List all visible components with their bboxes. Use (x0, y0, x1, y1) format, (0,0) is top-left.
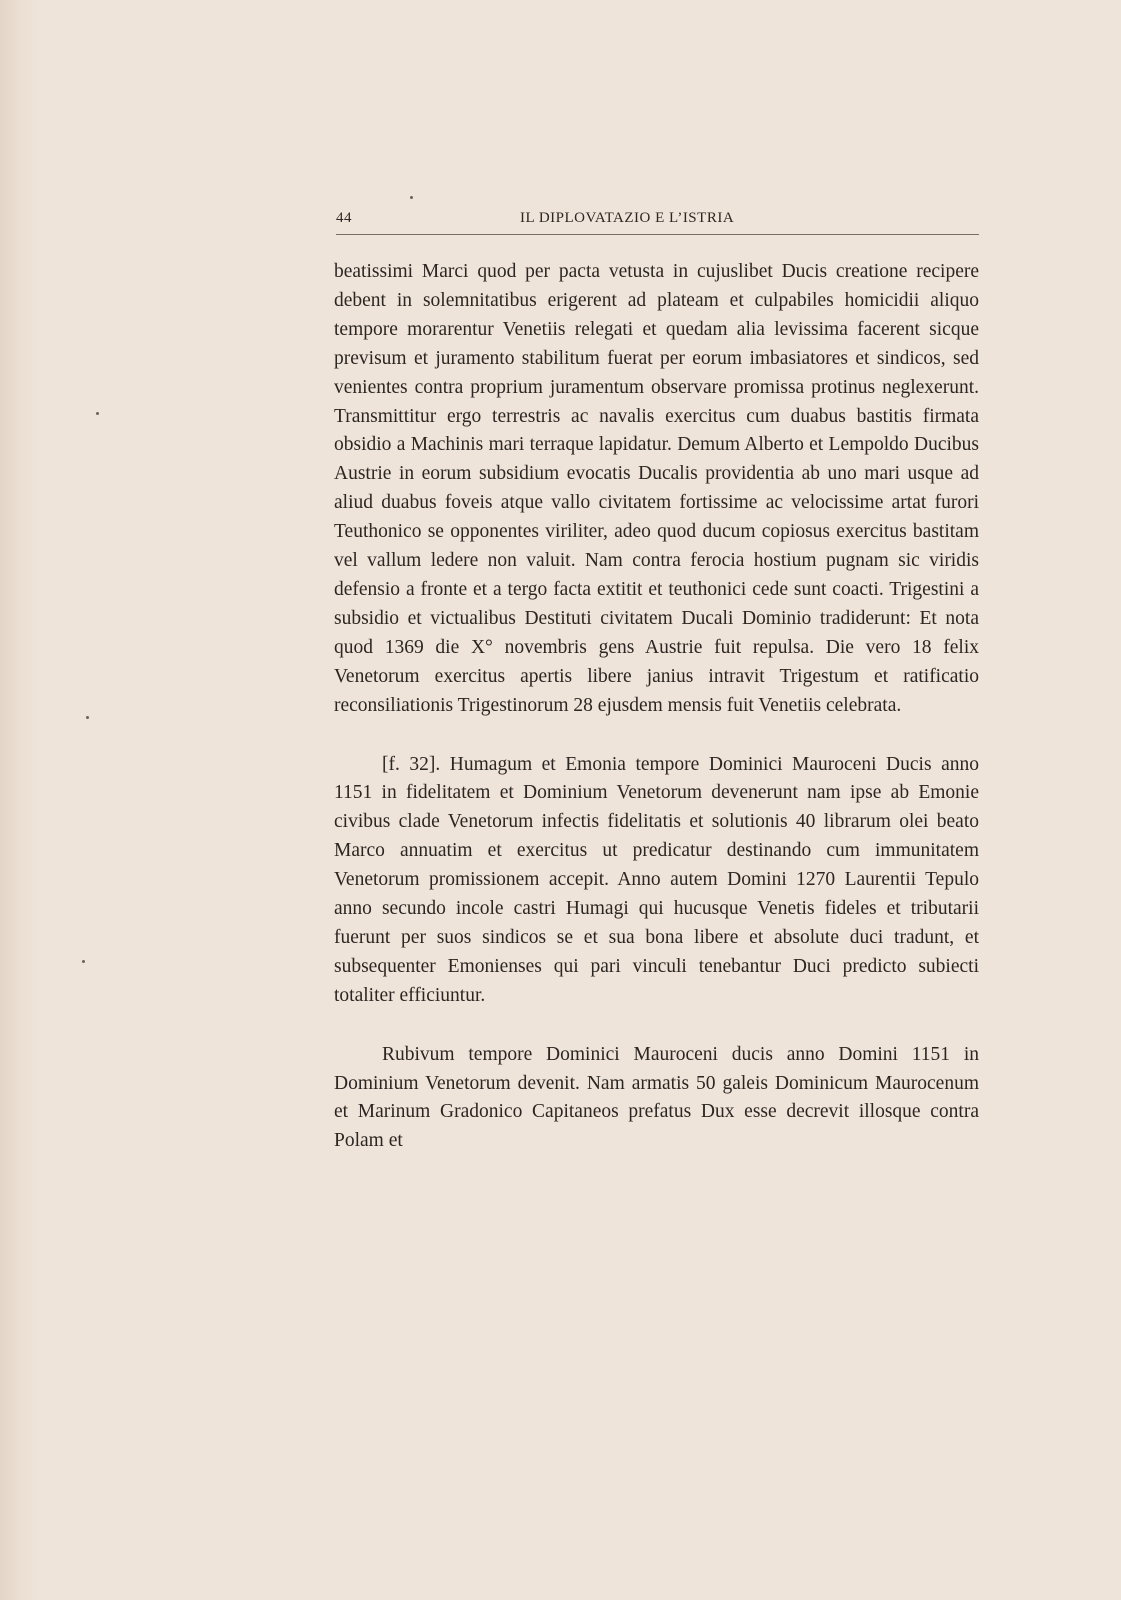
paragraph-spacer (334, 721, 979, 751)
paragraph-3: Rubivum tempore Dominici Mauroceni ducis anno Domini 1151 in Dominium Venetorum devenit. Nam armatis 50 galeis Dominicum Maurocenum et Marinum Gradonico Capitaneos prefatus Dux esse decrevit illosque contra Polam et (334, 1043, 979, 1152)
paragraph-2: [f. 32]. Humagum et Emonia tempore Dominici Mauroceni Ducis anno 1151 in fidelitatem et Dominium Venetorum devenerunt nam ipse ab Emonie civibus clade Venetorum infectis fidelitatis et solutionis 40 librarum olei beato Marco annuatim et exercitus ut predicatur destinando cum immunitatem Venetorum promissionem accepit. Anno autem Domini 1270 Laurentii Tepulo anno secundo incole castri Humagi qui hucusque Venetis fideles et tributarii fuerunt per suos sindicos se et sua bona libere et absolute duci tradunt, et subsequenter Emonienses qui pari vinculi tenebantur Duci predicto subiecti totaliter efficiuntur. (334, 753, 979, 1006)
paper-speck (82, 960, 85, 963)
page-number: 44 (336, 210, 352, 226)
paper-speck (96, 412, 99, 415)
paragraph-spacer (334, 1011, 979, 1041)
page-binding-edge (0, 0, 38, 1600)
paragraph-1: beatissimi Marci quod per pacta vetusta in cujuslibet Ducis creatione recipere debent in solemnitatibus erigerent ad plateam et culpabiles homicidii aliquo tempore morarentur Venetiis relegati et quedam alia levissima facerent sicque previsum et juramento stabilitum fuerat per eorum imbasiatores et sindicos, sed venientes contra proprium juramentum observare promissa protinus neglexerunt. Transmittitur ergo terrestris ac navalis exercitus cum duabus bastitis firmata obsidio a Machinis mari terraque lapidatur. Demum Alberto et Lempoldo Ducibus Austrie in eorum subsidium evocatis Ducalis providentia ab uno mari usque ad aliud duabus foveis atque vallo civitatem fortissime ac velocissime artat furori Teuthonico se opponentes viriliter, adeo quod ducum copiosus exercitus bastitam vel vallum ledere non valuit. Nam contra ferocia hostium pugnam sic viridis defensio a fronte et a tergo facta extitit et teuthonici cede sunt coacti. Trigestini a subsidio et victualibus Destituti civitatem Ducali Dominio tradiderunt: Et nota quod 1369 die X° novembris gens Austrie fuit repulsa. Die vero 18 felix Venetorum exercitus apertis libere janius intravit Trigestum et ratificatio reconsiliationis Trigestinorum 28 ejusdem mensis fuit Venetiis celebrata. (334, 261, 979, 716)
running-title: IL DIPLOVATAZIO E L’ISTRIA (520, 210, 735, 226)
paper-speck (86, 716, 89, 719)
running-head (336, 208, 979, 235)
body-text (334, 258, 979, 1156)
paper-speck (410, 196, 413, 199)
